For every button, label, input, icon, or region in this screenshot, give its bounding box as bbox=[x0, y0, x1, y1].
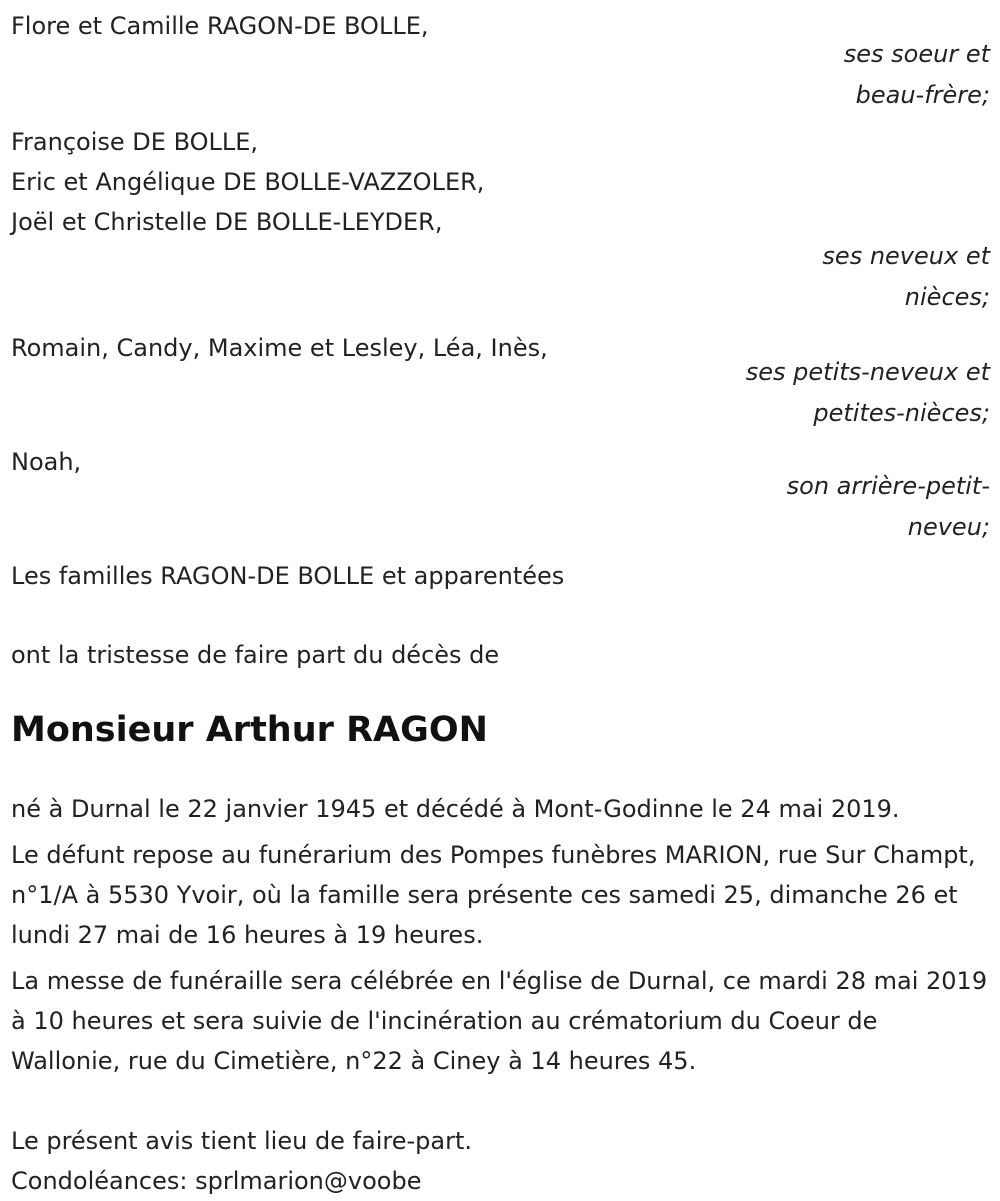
deceased-name-heading: Monsieur Arthur RAGON bbox=[11, 710, 488, 750]
relationship-role-line: petites-nièces; bbox=[813, 399, 990, 427]
relationship-role-line: ses neveux et bbox=[822, 242, 990, 270]
family-names-line: Joël et Christelle DE BOLLE-LEYDER, bbox=[11, 208, 443, 236]
family-group-nephews bbox=[11, 122, 990, 318]
families-line: Les familles RAGON-DE BOLLE et apparentées bbox=[11, 562, 565, 590]
family-names-line: Romain, Candy, Maxime et Lesley, Léa, Inès, bbox=[11, 334, 548, 362]
obituary-notice bbox=[11, 0, 990, 1201]
family-names-line: Françoise DE BOLLE, bbox=[11, 128, 259, 156]
funerarium-paragraph: Le défunt repose au funérarium des Pompes funèbres MARION, rue Sur Champt, n°1/A à 5530 Yvoir, où la famille sera présente ces samedi 25, dimanche 26 et lundi 27 mai de 16 heures à 19 heures. bbox=[11, 841, 976, 949]
announcement-line: ont la tristesse de faire part du décès de bbox=[11, 641, 500, 669]
family-group-grand-nephews bbox=[11, 328, 990, 434]
birth-death-paragraph: né à Durnal le 22 janvier 1945 et décédé à Mont-Godinne le 24 mai 2019. bbox=[11, 795, 900, 823]
relationship-role-line: son arrière-petit- bbox=[786, 472, 990, 500]
condolences-line: Condoléances: sprlmarion@voobe bbox=[11, 1167, 422, 1195]
ceremony-paragraph: La messe de funéraille sera célébrée en l'église de Durnal, ce mardi 28 mai 2019 à 10 heures et sera suivie de l'incinération au crématorium du Coeur de Wallonie, rue du Cimetière, n°22 à Ciney à 14 heures 45. bbox=[11, 967, 988, 1075]
relationship-role-line: neveu; bbox=[907, 513, 990, 541]
family-names-line: Eric et Angélique DE BOLLE-VAZZOLER, bbox=[11, 168, 485, 196]
family-group-great-grand-nephew bbox=[11, 442, 990, 548]
relationship-role-line: beau-frère; bbox=[855, 81, 990, 109]
relationship-role-line: ses petits-neveux et bbox=[745, 358, 990, 386]
notice-line: Le présent avis tient lieu de faire-part. bbox=[11, 1127, 473, 1155]
family-group-sibling bbox=[11, 6, 990, 116]
family-names-line: Flore et Camille RAGON-DE BOLLE, bbox=[11, 12, 429, 40]
relationship-role-line: ses soeur et bbox=[843, 40, 990, 68]
family-names-line: Noah, bbox=[11, 448, 82, 476]
relationship-role-line: nièces; bbox=[904, 283, 990, 311]
